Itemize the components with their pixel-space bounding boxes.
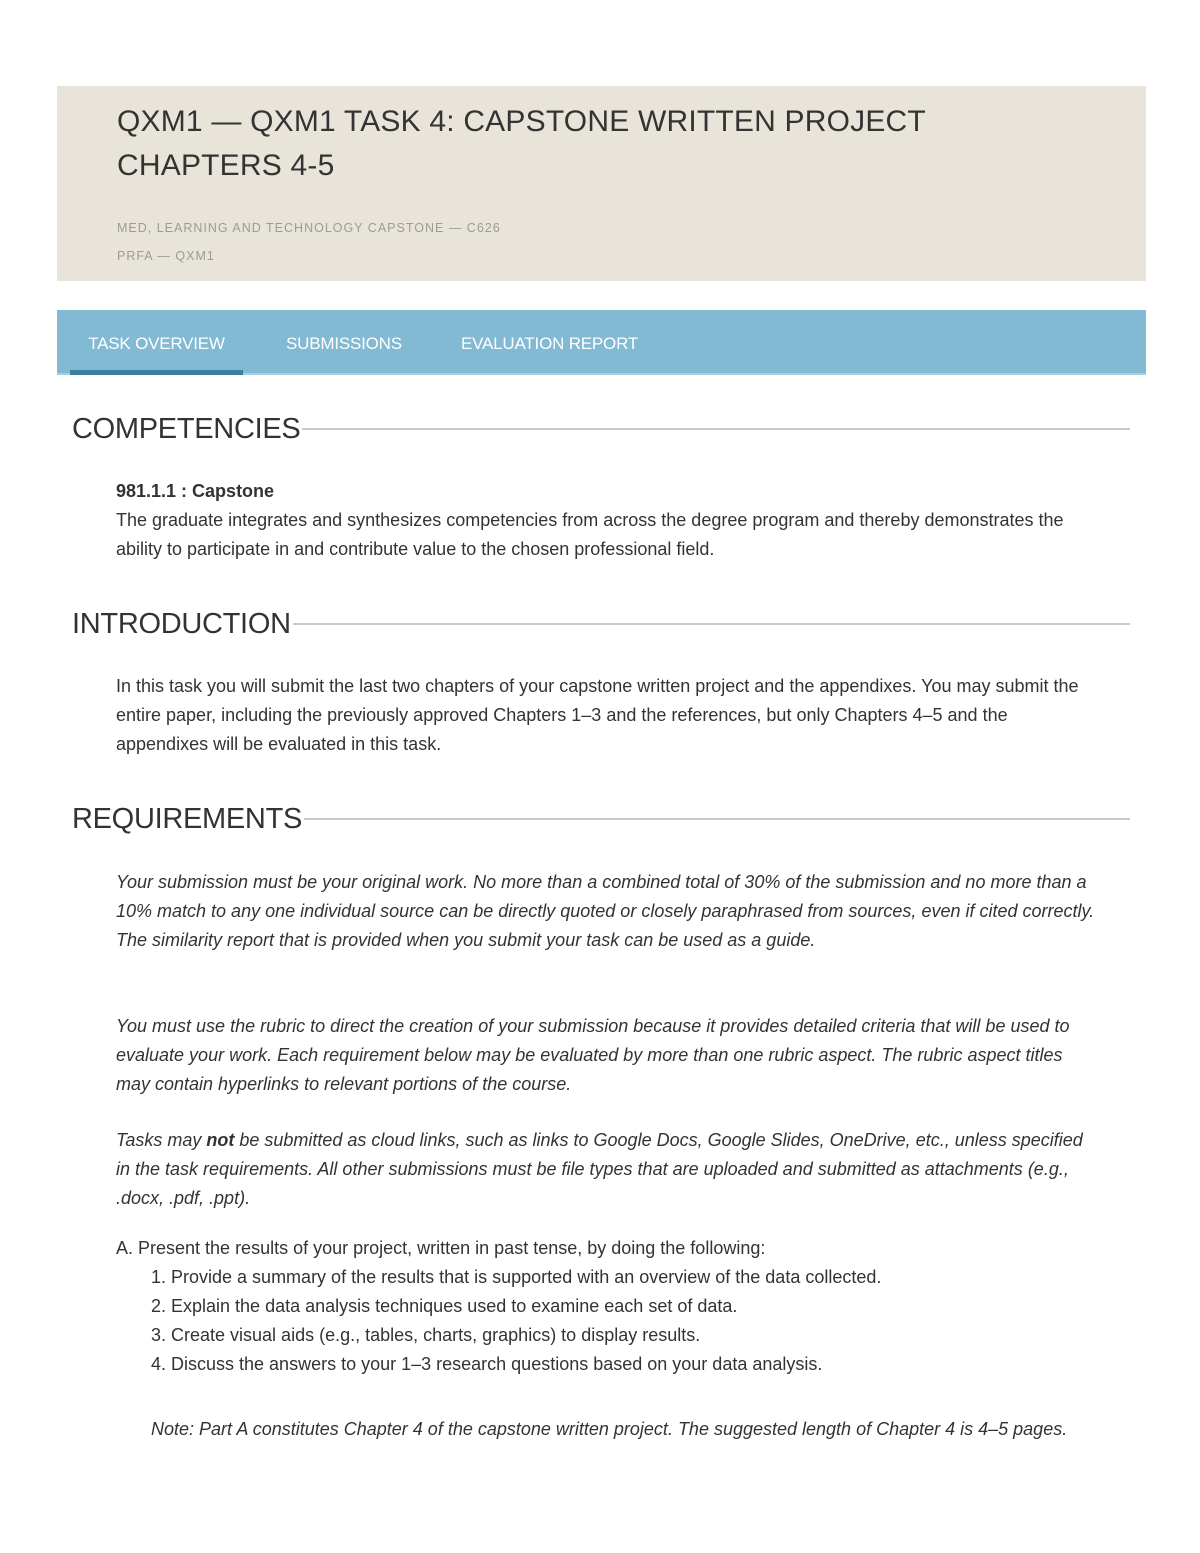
- cloud-links-text-start: Tasks may: [116, 1130, 207, 1150]
- part-a-label: A. Present the results of your project, written in past tense, by doing the following:: [116, 1238, 766, 1258]
- part-a-items: [116, 1263, 1101, 1379]
- introduction-heading: [72, 604, 1130, 644]
- list-item: 4. Discuss the answers to your 1–3 research questions based on your data analysis.: [151, 1354, 823, 1374]
- tab-submissions[interactable]: SUBMISSIONS: [286, 334, 402, 353]
- competency-description: The graduate integrates and synthesizes competencies from across the degree program and thereby demonstrates the ability to participate in and contribute value to the chosen professional field.: [116, 510, 1064, 559]
- course-name: MED, LEARNING AND TECHNOLOGY CAPSTONE — C626: [117, 221, 501, 235]
- heading-divider: [302, 428, 1130, 430]
- list-item: 1. Provide a summary of the results that is supported with an overview of the data collected.: [151, 1267, 882, 1287]
- cloud-links-emphasis: not: [206, 1130, 235, 1150]
- part-a-note: Note: Part A constitutes Chapter 4 of the capstone written project. The suggested length of Chapter 4 is 4–5 pages.: [151, 1419, 1068, 1439]
- competencies-heading-text: COMPETENCIES: [72, 412, 301, 445]
- task-header: [57, 86, 1146, 281]
- heading-divider: [293, 623, 1130, 625]
- list-item: 2. Explain the data analysis techniques used to examine each set of data.: [151, 1296, 738, 1316]
- introduction-text: In this task you will submit the last two chapters of your capstone written project and the appendixes. You may submit the entire paper, including the previously approved Chapters 1–3 and the references, but only Chapters 4–5 and the appendixes will be evaluated in this task.: [116, 676, 1079, 754]
- competency-code: 981.1.1 : Capstone: [116, 481, 275, 501]
- cloud-links-text-end: be submitted as cloud links, such as links to Google Docs, Google Slides, OneDrive, etc., unless specified in the task requirements. All other submissions must be file types that are uploaded and submitted as attachments (e.g., .docx, .pdf, .ppt).: [116, 1130, 1083, 1208]
- heading-divider: [304, 818, 1130, 820]
- competencies-heading: [72, 409, 1130, 449]
- page-title: QXM1 — QXM1 TASK 4: CAPSTONE WRITTEN PROJECT CHAPTERS 4-5: [117, 105, 926, 182]
- requirements-heading: [72, 799, 1130, 839]
- originality-paragraph: Your submission must be your original work. No more than a combined total of 30% of the submission and no more than a 10% match to any one individual source can be directly quoted or closely paraphrased from sources, even if cited correctly. The similarity report that is provided when you submit your task can be used as a guide.: [116, 872, 1095, 950]
- list-item: 3. Create visual aids (e.g., tables, charts, graphics) to display results.: [151, 1325, 701, 1345]
- tab-evaluation-report[interactable]: EVALUATION REPORT: [461, 334, 639, 353]
- course-code: PRFA — QXM1: [117, 249, 215, 263]
- requirements-heading-text: REQUIREMENTS: [72, 802, 303, 835]
- requirement-part-a: [116, 1234, 1101, 1379]
- rubric-paragraph: You must use the rubric to direct the creation of your submission because it provides detailed criteria that will be used to evaluate your work. Each requirement below may be evaluated by more than one rubric aspect. The rubric aspect titles may contain hyperlinks to relevant portions of the course.: [116, 1016, 1070, 1094]
- tab-bar: [57, 310, 1146, 375]
- cloud-links-paragraph: [116, 1126, 1101, 1213]
- introduction-heading-text: INTRODUCTION: [72, 607, 291, 640]
- tab-task-overview[interactable]: TASK OVERVIEW: [70, 310, 243, 375]
